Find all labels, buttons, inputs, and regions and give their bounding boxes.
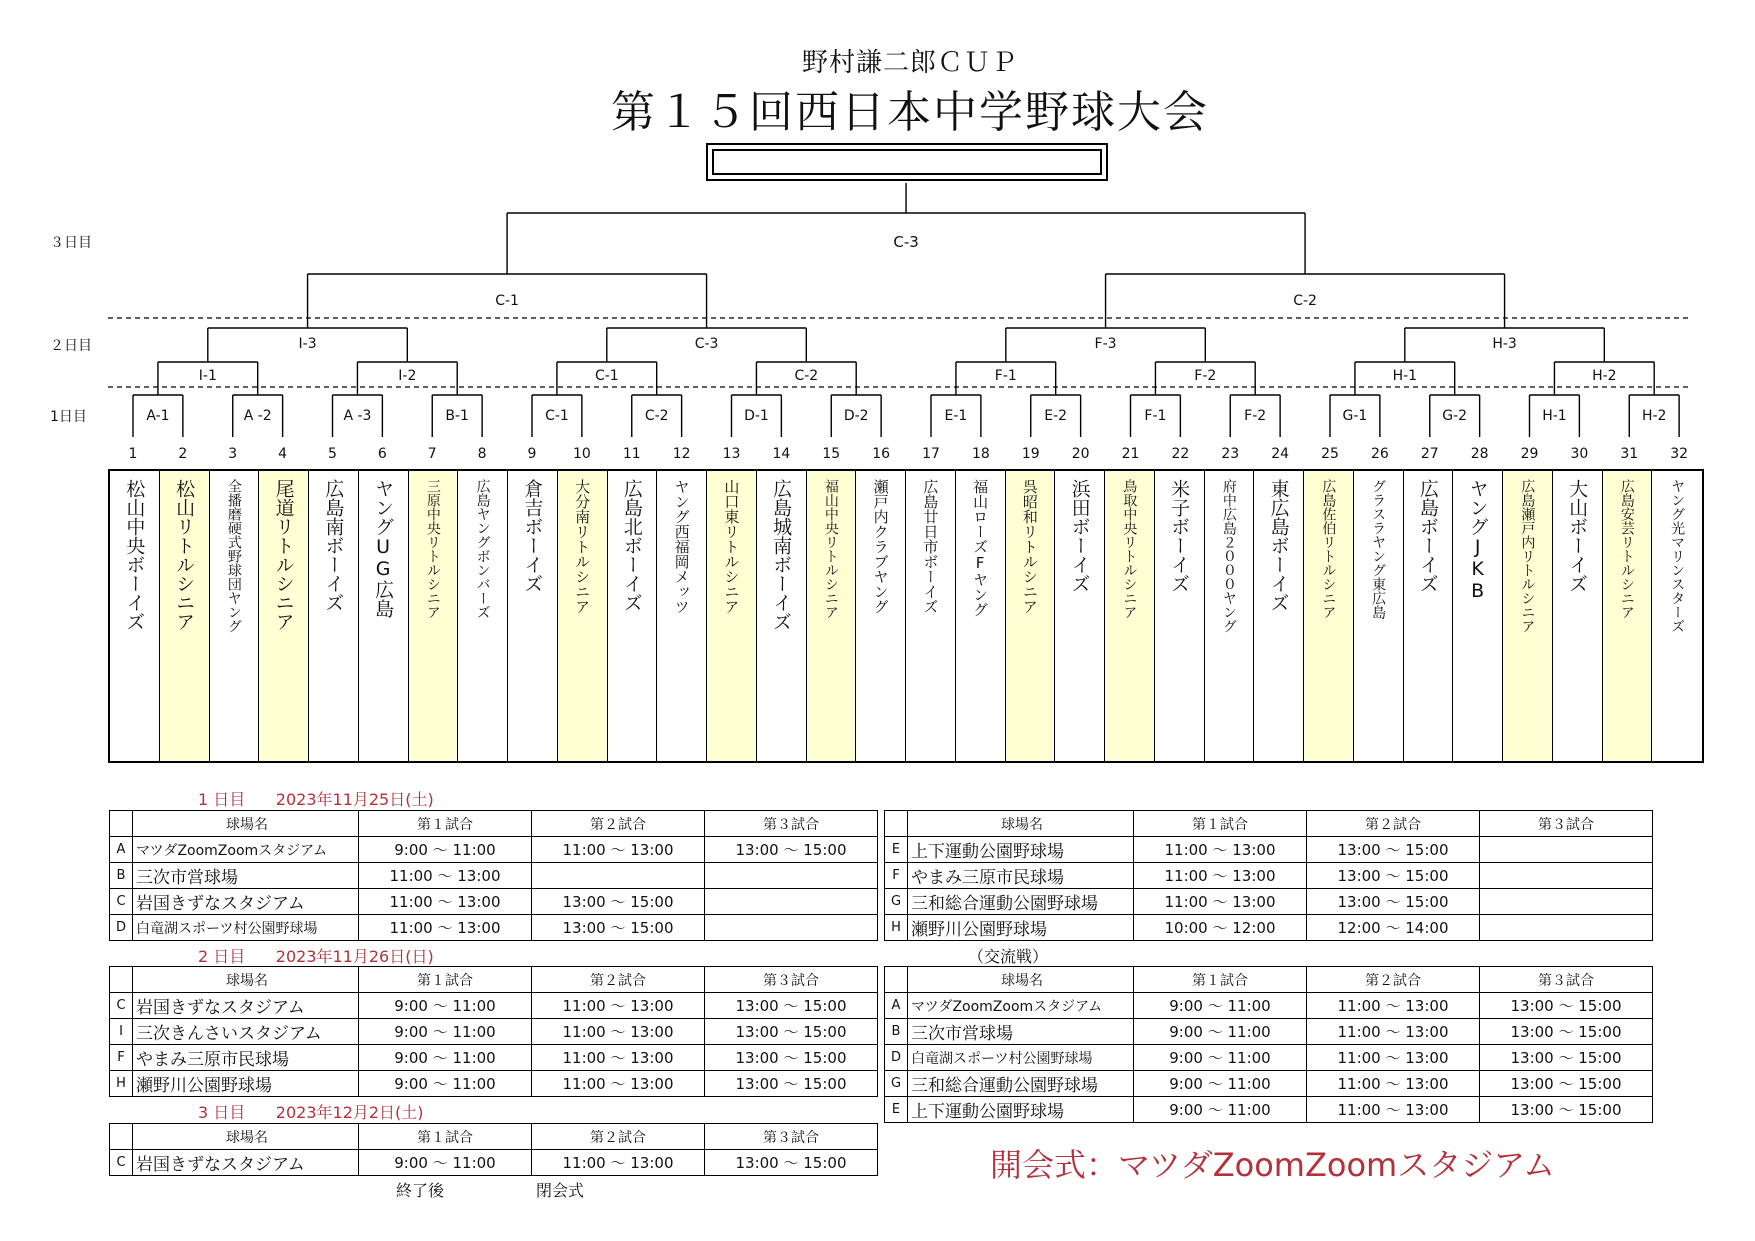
team-number: 25 [1321, 446, 1339, 462]
team-8 [458, 471, 508, 761]
team-17 [906, 471, 956, 761]
schedule-header-row [110, 967, 878, 993]
round32-match-label: C-2 [644, 408, 669, 424]
team-22 [1155, 471, 1205, 761]
team-7 [409, 471, 459, 761]
team-name: 鳥取中央リトルシニア [1121, 479, 1138, 619]
schedule-row [110, 1019, 878, 1045]
schedule-header-cell: 第３試合 [1480, 967, 1653, 993]
team-29 [1503, 471, 1553, 761]
schedule-header-cell: 第１試合 [1134, 811, 1307, 837]
game-time: 9:00 ～ 11:00 [359, 1019, 532, 1045]
final-match-label: C-3 [893, 233, 919, 251]
game-time: 13:00 ～ 15:00 [705, 1019, 878, 1045]
team-number: 30 [1570, 446, 1589, 462]
game-time: 9:00 ～ 11:00 [1134, 993, 1307, 1019]
quarter-match-label: H-3 [1492, 336, 1517, 352]
team-number: 22 [1171, 446, 1190, 462]
team-name: 東広島ボーイズ [1267, 479, 1290, 612]
game-time: 13:00 ～ 15:00 [1480, 1097, 1653, 1123]
team-name: ヤングUG広島 [372, 479, 395, 618]
team-name: ヤングJKB [1466, 479, 1489, 602]
closing-ceremony-label: 閉会式 [536, 1181, 585, 1200]
game-time: 13:00 ～ 15:00 [1307, 837, 1480, 863]
team-28 [1453, 471, 1503, 761]
game-time: 13:00 ～ 15:00 [1307, 889, 1480, 915]
venue-letter: C [110, 993, 133, 1019]
schedule-header-cell: 第３試合 [705, 1124, 878, 1150]
round32-match-label: D-1 [744, 408, 769, 424]
venue-letter: H [110, 1071, 133, 1097]
venue-letter: C [110, 1150, 133, 1176]
game-time: 10:00 ～ 12:00 [1134, 915, 1307, 941]
game-time: 11:00 ～ 13:00 [532, 993, 705, 1019]
team-15 [807, 471, 857, 761]
game-time: 11:00 ～ 13:00 [1134, 889, 1307, 915]
tournament-title: 第１５回西日本中学野球大会 [611, 87, 1209, 138]
team-name: ヤング光マリンスターズ [1669, 479, 1686, 633]
schedule-header-cell: 球場名 [133, 811, 359, 837]
round16-match-label: H-1 [1392, 368, 1418, 384]
team-4 [259, 471, 309, 761]
game-time: 13:00 ～ 15:00 [705, 1071, 878, 1097]
venue-name: 上下運動公園野球場 [908, 1097, 1134, 1123]
round32-match-label: E-2 [1044, 408, 1068, 424]
venue-name: 瀬野川公園野球場 [908, 915, 1134, 941]
game-time: 13:00 ～ 15:00 [1480, 1019, 1653, 1045]
semi-match-label: C-2 [1293, 293, 1317, 309]
game-time: 9:00 ～ 11:00 [359, 1150, 532, 1176]
team-number: 11 [622, 446, 641, 462]
team-24 [1254, 471, 1304, 761]
venue-name: マツダZoomZoomスタジアム [908, 993, 1134, 1019]
team-1 [110, 471, 160, 761]
team-name: 浜田ボーイズ [1068, 479, 1091, 593]
game-time: 11:00 ～ 13:00 [1307, 993, 1480, 1019]
team-name: 松山リトルシニア [173, 479, 196, 631]
schedule-row [110, 863, 878, 889]
team-number: 29 [1520, 446, 1539, 462]
game-time: 9:00 ～ 11:00 [1134, 1097, 1307, 1123]
day1-schedule-left [109, 810, 878, 941]
game-time: 11:00 ～ 13:00 [1134, 837, 1307, 863]
game-time: 13:00 ～ 15:00 [1307, 863, 1480, 889]
team-11 [608, 471, 658, 761]
team-name: 福山ローズFヤング [971, 479, 990, 617]
round32-match-label: G-1 [1342, 408, 1368, 424]
tournament-subtitle: 野村謙二郎ＣＵＰ [801, 48, 1018, 78]
team-number: 28 [1470, 446, 1489, 462]
venue-letter: D [885, 1045, 908, 1071]
venue-name: 岩国きずなスタジアム [133, 993, 359, 1019]
game-time: 11:00 ～ 13:00 [532, 1019, 705, 1045]
schedule-row [885, 889, 1653, 915]
schedule-header-cell: 第１試合 [359, 811, 532, 837]
team-number: 26 [1370, 446, 1389, 462]
schedule-row [885, 915, 1653, 941]
game-time: 9:00 ～ 11:00 [1134, 1045, 1307, 1071]
team-number: 24 [1271, 446, 1290, 462]
venue-name: 白竜湖スポーツ村公園野球場 [908, 1045, 1134, 1071]
round32-match-label: F-2 [1244, 408, 1267, 424]
round32-match-label: E-1 [944, 408, 968, 424]
schedule-header-row [885, 811, 1653, 837]
game-time: 11:00 ～ 13:00 [1307, 1019, 1480, 1045]
game-time: 9:00 ～ 11:00 [359, 1045, 532, 1071]
team-16 [856, 471, 906, 761]
schedule-header-cell: 球場名 [133, 967, 359, 993]
team-number: 23 [1221, 446, 1240, 462]
team-number: 3 [228, 446, 238, 462]
venue-name: 三和総合運動公園野球場 [908, 1071, 1134, 1097]
venue-letter: G [885, 889, 908, 915]
team-name: 倉吉ボーイズ [521, 479, 544, 593]
game-time: 9:00 ～ 11:00 [359, 993, 532, 1019]
schedule-header-cell [110, 967, 133, 993]
day2-heading: 2 日目 2023年11月26日(日) [198, 947, 434, 966]
team-name: 三原中央リトルシニア [424, 479, 441, 619]
venue-name: 岩国きずなスタジアム [133, 1150, 359, 1176]
game-time: 13:00 ～ 15:00 [705, 1150, 878, 1176]
day3-label: ３日目 [50, 235, 92, 251]
team-6 [359, 471, 409, 761]
team-name: 広島北ボーイズ [620, 479, 643, 612]
team-18 [956, 471, 1006, 761]
team-number: 20 [1071, 446, 1090, 462]
schedule-row [885, 1019, 1653, 1045]
team-number: 15 [822, 446, 841, 462]
venue-name: やまみ三原市民球場 [133, 1045, 359, 1071]
venue-name: 三次市営球場 [908, 1019, 1134, 1045]
venue-letter: A [110, 837, 133, 863]
team-list [108, 469, 1704, 763]
team-name: 広島安芸リトルシニア [1618, 479, 1635, 619]
schedule-header-cell: 球場名 [133, 1124, 359, 1150]
round16-match-label: I-1 [198, 368, 217, 384]
team-name: 松山中央ボーイズ [123, 479, 146, 631]
game-time: 13:00 ～ 15:00 [705, 837, 878, 863]
team-name: 福山中央リトルシニア [822, 479, 839, 619]
venue-name: マツダZoomZoomスタジアム [133, 837, 359, 863]
team-name: 広島城南ボーイズ [770, 479, 793, 631]
team-number: 18 [971, 446, 990, 462]
game-time: 13:00 ～ 15:00 [1480, 1045, 1653, 1071]
schedule-header-cell: 第２試合 [532, 811, 705, 837]
team-number: 19 [1021, 446, 1040, 462]
venue-name: 瀬野川公園野球場 [133, 1071, 359, 1097]
team-number: 2 [178, 446, 188, 462]
team-number: 13 [722, 446, 741, 462]
opening-ceremony: 開会式：マツダZoomZoomスタジアム [990, 1146, 1555, 1184]
team-3 [210, 471, 260, 761]
game-time: 11:00 ～ 13:00 [1134, 863, 1307, 889]
team-name: 米子ボーイズ [1168, 479, 1191, 593]
game-time [1480, 889, 1653, 915]
team-name: 広島瀬戸内リトルシニア [1519, 479, 1536, 633]
team-name: 瀬戸内クラブヤング [871, 479, 890, 614]
day1-heading: 1 日目 2023年11月25日(土) [198, 790, 434, 809]
schedule-row [110, 1045, 878, 1071]
team-name: 広島廿日市ボーイズ [921, 479, 940, 614]
team-20 [1055, 471, 1105, 761]
schedule-header-cell [885, 811, 908, 837]
schedule-row [110, 915, 878, 941]
round32-match-label: F-1 [1144, 408, 1167, 424]
team-number: 17 [922, 446, 940, 462]
game-time [705, 889, 878, 915]
venue-letter: F [110, 1045, 133, 1071]
schedule-header-row [885, 967, 1653, 993]
schedule-header-cell: 第３試合 [705, 967, 878, 993]
schedule-header-cell: 第３試合 [1480, 811, 1653, 837]
game-time: 13:00 ～ 15:00 [1480, 1071, 1653, 1097]
game-time: 11:00 ～ 13:00 [1307, 1045, 1480, 1071]
venue-name: 白竜湖スポーツ村公園野球場 [133, 915, 359, 941]
round16-match-label: H-2 [1592, 368, 1617, 384]
schedule-row [110, 889, 878, 915]
team-number: 6 [377, 446, 387, 462]
day1-label: 1日目 [50, 409, 87, 425]
schedule-header-cell: 第２試合 [1307, 811, 1480, 837]
venue-name: 三和総合運動公園野球場 [908, 889, 1134, 915]
team-name: 広島南ボーイズ [322, 479, 345, 612]
game-time: 13:00 ～ 15:00 [705, 1045, 878, 1071]
venue-letter: I [110, 1019, 133, 1045]
schedule-header-row [110, 811, 878, 837]
day3-heading: 3 日目 2023年12月2日(土) [198, 1103, 424, 1122]
game-time: 11:00 ～ 13:00 [532, 1150, 705, 1176]
venue-name: 岩国きずなスタジアム [133, 889, 359, 915]
team-25 [1304, 471, 1354, 761]
venue-letter: A [885, 993, 908, 1019]
round32-match-label: D-2 [843, 408, 869, 424]
team-number: 27 [1420, 446, 1439, 462]
team-name: 全播磨硬式野球団ヤング [225, 479, 242, 633]
schedule-header-cell: 第３試合 [705, 811, 878, 837]
game-time: 11:00 ～ 13:00 [359, 915, 532, 941]
venue-letter: F [885, 863, 908, 889]
venue-letter: B [885, 1019, 908, 1045]
schedule-header-cell: 第２試合 [532, 1124, 705, 1150]
team-27 [1404, 471, 1454, 761]
schedule-header-cell: 第１試合 [359, 1124, 532, 1150]
team-2 [160, 471, 210, 761]
round32-match-label: B-1 [445, 408, 469, 424]
venue-letter: E [885, 1097, 908, 1123]
team-13 [707, 471, 757, 761]
team-number: 32 [1670, 446, 1689, 462]
round32-match-label: C-1 [545, 408, 569, 424]
game-time [1480, 837, 1653, 863]
team-name: 尾道リトルシニア [272, 479, 295, 631]
team-name: ヤング西福岡メッツ [672, 479, 691, 614]
round32-match-label: H-1 [1542, 408, 1567, 424]
team-number: 21 [1121, 446, 1140, 462]
venue-name: 三次市営球場 [133, 863, 359, 889]
game-time: 13:00 ～ 15:00 [705, 993, 878, 1019]
round32-match-label: A -3 [343, 408, 372, 424]
game-time: 13:00 ～ 15:00 [532, 889, 705, 915]
game-time [705, 863, 878, 889]
team-number: 12 [672, 446, 691, 462]
team-name: 呉昭和リトルシニア [1020, 479, 1039, 614]
team-31 [1603, 471, 1653, 761]
schedule-header-cell: 球場名 [908, 811, 1134, 837]
game-time: 11:00 ～ 13:00 [532, 1071, 705, 1097]
schedule-header-cell [885, 967, 908, 993]
team-name: 広島ボーイズ [1416, 479, 1439, 593]
day3-schedule [109, 1123, 878, 1176]
team-10 [558, 471, 608, 761]
venue-letter: G [885, 1071, 908, 1097]
schedule-row [885, 863, 1653, 889]
day1-schedule-right [884, 810, 1653, 941]
venue-name: 上下運動公園野球場 [908, 837, 1134, 863]
schedule-row [110, 1150, 878, 1176]
venue-letter: H [885, 915, 908, 941]
schedule-row [885, 1045, 1653, 1071]
team-14 [757, 471, 807, 761]
schedule-row [885, 1097, 1653, 1123]
round16-match-label: F-2 [1194, 368, 1217, 384]
team-name: 大分南リトルシニア [573, 479, 592, 614]
quarter-match-label: F-3 [1094, 336, 1117, 352]
after-label: 終了後 [396, 1181, 445, 1200]
day2-schedule-right [884, 966, 1653, 1123]
game-time: 9:00 ～ 11:00 [359, 1071, 532, 1097]
schedule-header-cell: 第１試合 [359, 967, 532, 993]
team-number: 9 [527, 446, 537, 462]
semi-match-label: C-1 [495, 293, 519, 309]
schedule-header-cell [110, 811, 133, 837]
exchange-game-label: （交流戦） [968, 947, 1049, 966]
team-number: 31 [1620, 446, 1639, 462]
quarter-match-label: C-3 [694, 336, 719, 352]
team-21 [1105, 471, 1155, 761]
game-time: 11:00 ～ 13:00 [532, 837, 705, 863]
round32-match-label: A -2 [243, 408, 272, 424]
team-name: グラスラヤング東広島 [1370, 479, 1387, 619]
game-time [532, 863, 705, 889]
game-time: 13:00 ～ 15:00 [532, 915, 705, 941]
round16-match-label: I-2 [398, 368, 417, 384]
day2-schedule-left [109, 966, 878, 1097]
venue-letter: E [885, 837, 908, 863]
game-time: 13:00 ～ 15:00 [1480, 993, 1653, 1019]
team-19 [1006, 471, 1056, 761]
venue-letter: B [110, 863, 133, 889]
schedule-row [885, 993, 1653, 1019]
venue-letter: D [110, 915, 133, 941]
tournament-bracket [0, 0, 1755, 470]
team-number: 5 [328, 446, 337, 462]
game-time [705, 915, 878, 941]
game-time: 11:00 ～ 13:00 [532, 1045, 705, 1071]
game-time: 9:00 ～ 11:00 [1134, 1019, 1307, 1045]
schedule-header-cell: 第２試合 [532, 967, 705, 993]
quarter-match-label: I-3 [298, 336, 317, 352]
team-name: 広島ヤングボンバーズ [474, 479, 491, 619]
round16-match-label: C-1 [594, 368, 619, 384]
team-number: 14 [772, 446, 791, 462]
team-23 [1205, 471, 1255, 761]
schedule-header-cell: 第２試合 [1307, 967, 1480, 993]
schedule-row [885, 837, 1653, 863]
game-time: 11:00 ～ 13:00 [359, 889, 532, 915]
team-name: 広島佐伯リトルシニア [1320, 479, 1337, 619]
round32-match-label: A-1 [146, 408, 170, 424]
game-time: 11:00 ～ 13:00 [1307, 1071, 1480, 1097]
schedule-row [110, 993, 878, 1019]
team-name: 府中広島２０００ヤング [1220, 479, 1237, 633]
schedule-header-cell: 球場名 [908, 967, 1134, 993]
schedule-row [885, 1071, 1653, 1097]
team-number: 16 [872, 446, 891, 462]
game-time: 9:00 ～ 11:00 [359, 837, 532, 863]
team-30 [1553, 471, 1603, 761]
venue-letter: C [110, 889, 133, 915]
game-time: 11:00 ～ 13:00 [1307, 1097, 1480, 1123]
team-number: 7 [427, 446, 437, 462]
day2-label: ２日目 [50, 338, 92, 354]
game-time [1480, 915, 1653, 941]
game-time: 9:00 ～ 11:00 [1134, 1071, 1307, 1097]
team-name: 山口東リトルシニア [722, 479, 741, 614]
team-9 [508, 471, 558, 761]
team-name: 大山ボーイズ [1566, 479, 1589, 593]
round32-match-label: G-2 [1442, 408, 1468, 424]
round32-match-label: H-2 [1641, 408, 1667, 424]
schedule-header-cell: 第１試合 [1134, 967, 1307, 993]
game-time [1480, 863, 1653, 889]
team-32 [1652, 471, 1702, 761]
schedule-header-cell [110, 1124, 133, 1150]
game-time: 11:00 ～ 13:00 [359, 863, 532, 889]
team-number: 10 [572, 446, 591, 462]
team-26 [1354, 471, 1404, 761]
schedule-header-row [110, 1124, 878, 1150]
venue-name: やまみ三原市民球場 [908, 863, 1134, 889]
game-time: 12:00 ～ 14:00 [1307, 915, 1480, 941]
round16-match-label: F-1 [994, 368, 1017, 384]
team-number: 4 [278, 446, 288, 462]
team-number: 1 [128, 446, 138, 462]
venue-name: 三次きんさいスタジアム [133, 1019, 359, 1045]
schedule-row [110, 1071, 878, 1097]
team-5 [309, 471, 359, 761]
schedule-row [110, 837, 878, 863]
team-12 [657, 471, 707, 761]
team-number: 8 [477, 446, 487, 462]
round16-match-label: C-2 [794, 368, 819, 384]
